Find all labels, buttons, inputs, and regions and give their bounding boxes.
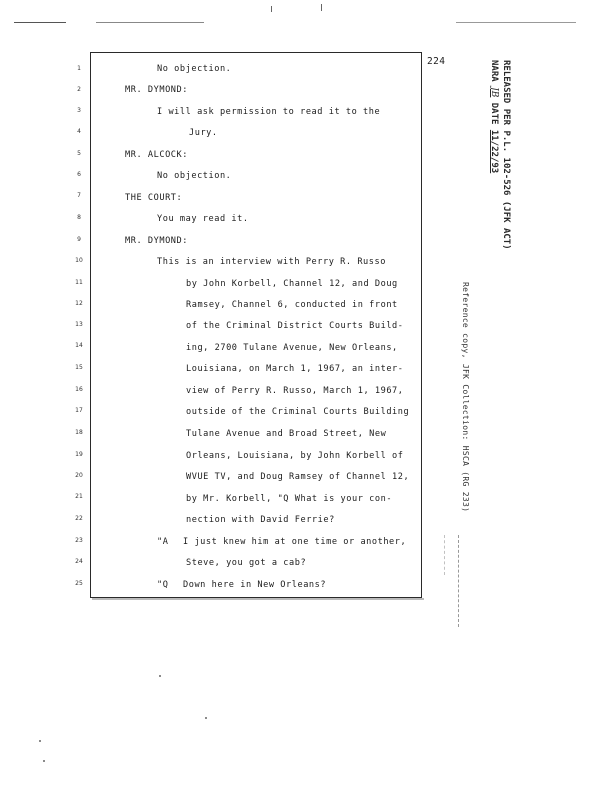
nara-label: NARA [489, 60, 499, 82]
date-label: DATE [489, 102, 499, 125]
line-number: 16 [75, 386, 83, 393]
transcript-line: I will ask permission to read it to the [157, 107, 381, 117]
release-date: 11/22/93 [489, 129, 499, 174]
scan-artifact-dashes [458, 535, 460, 627]
scan-artifact-speck [205, 717, 207, 719]
scan-artifact-tick [321, 4, 322, 11]
line-number: 21 [75, 493, 83, 500]
line-number: 1 [77, 65, 81, 72]
line-number: 13 [75, 321, 83, 328]
speaker-label: MR. ALCOCK: [125, 150, 188, 160]
question-marker: "Q [157, 580, 169, 590]
line-number: 17 [75, 407, 83, 414]
line-number: 9 [77, 236, 81, 243]
transcript-line: Louisiana, on March 1, 1967, an inter- [186, 364, 404, 374]
frame-shadow [92, 598, 424, 600]
speaker-label: MR. DYMOND: [125, 236, 188, 246]
release-stamp-signature-line [488, 60, 500, 250]
answer-marker: "A [157, 537, 169, 547]
transcript-line: by John Korbell, Channel 12, and Doug [186, 279, 398, 289]
reference-copy-stamp: Reference copy, JFK Collection: HSCA (RG 233) [461, 282, 470, 513]
transcript-line-text: I just knew him at one time or another, [183, 537, 407, 547]
line-number: 8 [77, 214, 81, 221]
transcript-line: You may read it. [157, 214, 249, 224]
line-number: 22 [75, 515, 83, 522]
transcript-line: nection with David Ferrie? [186, 515, 335, 525]
line-number: 5 [77, 150, 81, 157]
transcript-line: Jury. [189, 128, 218, 138]
scan-artifact-speck [39, 740, 41, 742]
line-number: 4 [77, 128, 81, 135]
transcript-line: outside of the Criminal Courts Building [186, 407, 410, 417]
transcript-line: by Mr. Korbell, "Q What is your con- [186, 494, 393, 504]
line-number: 18 [75, 429, 83, 436]
transcript-line: ing, 2700 Tulane Avenue, New Orleans, [186, 343, 398, 353]
line-number: 10 [75, 257, 83, 264]
line-number: 2 [77, 86, 81, 93]
scan-artifact-speck [159, 675, 161, 677]
line-number: 15 [75, 364, 83, 371]
line-number: 7 [77, 192, 81, 199]
transcript-line: No objection. [157, 64, 232, 74]
line-number: 12 [75, 300, 83, 307]
line-number: 6 [77, 171, 81, 178]
transcript-line-text: Down here in New Orleans? [183, 580, 327, 590]
transcript-line: Ramsey, Channel 6, conducted in front [186, 300, 398, 310]
signature: JB [489, 87, 499, 98]
line-number: 23 [75, 537, 83, 544]
transcript-line: This is an interview with Perry R. Russo [157, 257, 386, 267]
transcript-line: No objection. [157, 171, 232, 181]
page-number: 224 [427, 56, 446, 67]
line-number: 19 [75, 451, 83, 458]
transcript-line: Orleans, Louisiana, by John Korbell of [186, 451, 404, 461]
transcript-line: Tulane Avenue and Broad Street, New [186, 429, 387, 439]
transcript-line: of the Criminal District Courts Build- [186, 321, 404, 331]
release-stamp-line: RELEASED PER P.L. 102-526 (JFK ACT) [501, 60, 511, 250]
transcript-line [157, 580, 326, 590]
line-number: 24 [75, 558, 83, 565]
line-number: 14 [75, 342, 83, 349]
transcript-line: WVUE TV, and Doug Ramsey of Channel 12, [186, 472, 410, 482]
scan-artifact-tick [271, 6, 272, 12]
speaker-label: MR. DYMOND: [125, 85, 188, 95]
scan-artifact-dashes [444, 535, 446, 575]
release-stamp [488, 60, 512, 250]
scan-artifact-rule [14, 22, 66, 23]
transcript-line [157, 537, 406, 547]
line-number: 25 [75, 580, 83, 587]
transcript-line: view of Perry R. Russo, March 1, 1967, [186, 386, 404, 396]
scan-artifact-rule [456, 22, 576, 23]
line-number: 11 [75, 279, 83, 286]
scan-artifact-speck [43, 760, 45, 762]
transcript-line: Steve, you got a cab? [186, 558, 307, 568]
speaker-label: THE COURT: [125, 193, 183, 203]
line-number: 20 [75, 472, 83, 479]
line-number: 3 [77, 107, 81, 114]
scan-artifact-rule [96, 22, 204, 23]
